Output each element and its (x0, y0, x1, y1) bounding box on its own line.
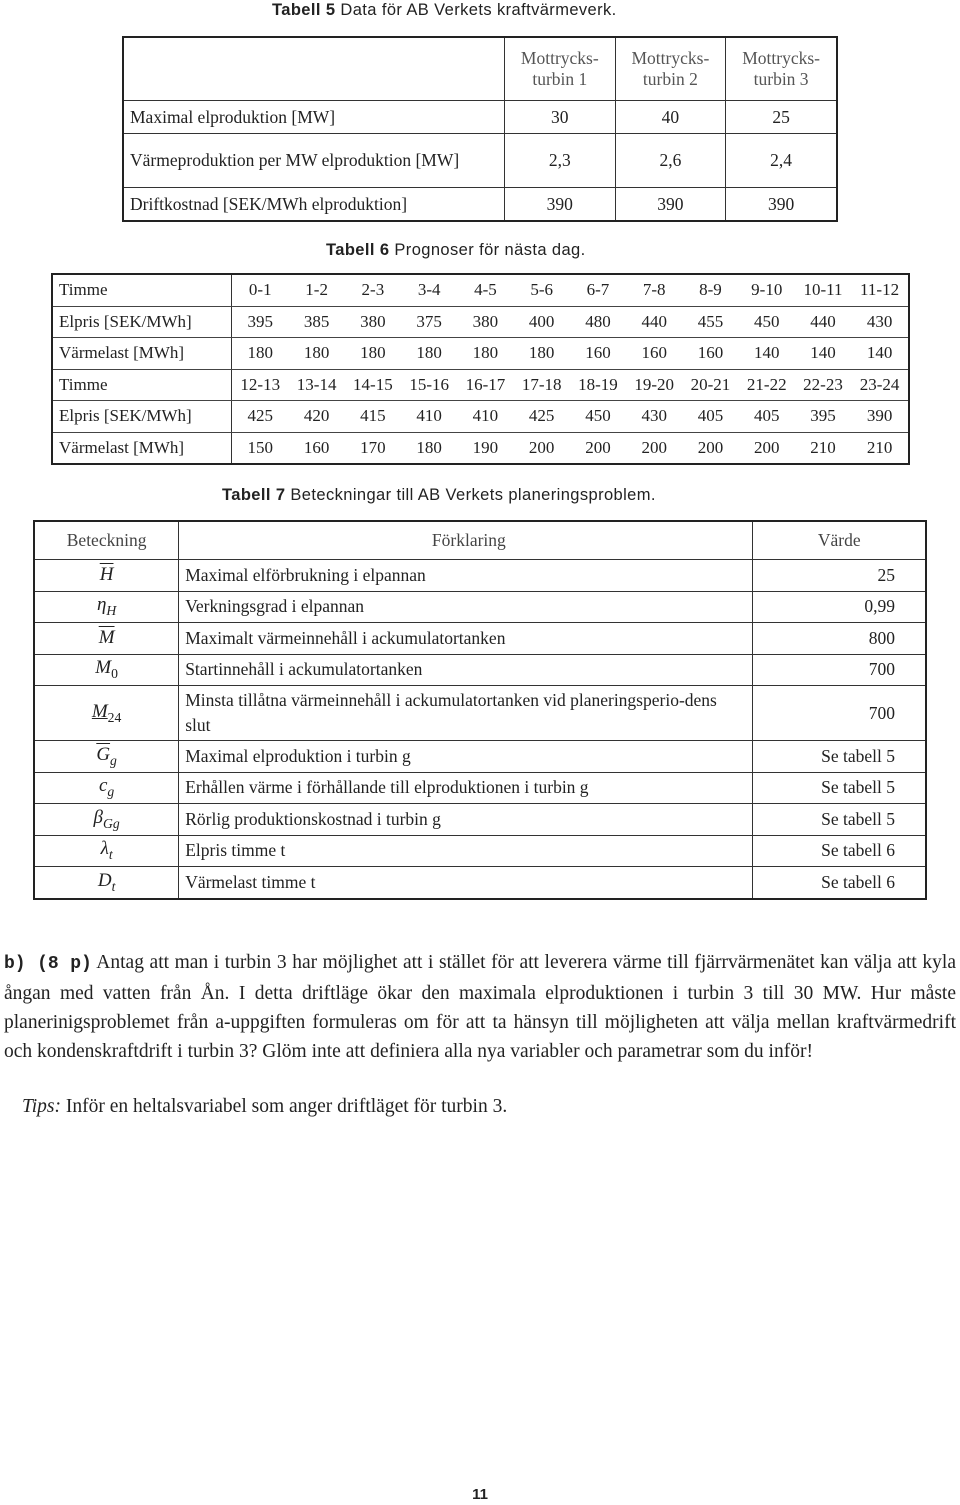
table6-cell: 160 (288, 432, 344, 464)
table6 (51, 273, 910, 465)
table7-explanation: Maximal elförbrukning i elpannan (179, 560, 753, 592)
table7-symbol (34, 867, 179, 899)
table5-header-row (123, 37, 837, 101)
table6-cell: 11-12 (851, 274, 909, 306)
table6-cell: 17-18 (514, 369, 570, 401)
table6-cell: 10-11 (795, 274, 851, 306)
tips-label: Tips: (22, 1096, 62, 1117)
table5-cell: 30 (505, 101, 616, 134)
table7-caption-label: Tabell 7 (222, 486, 286, 504)
table7-symbol (34, 835, 179, 867)
table7-explanation: Minsta tillåtna värmeinnehåll i ackumulatortanken vid planeringsperio-dens slut (179, 686, 753, 741)
question-paragraph (4, 948, 956, 1066)
table7-row (34, 772, 926, 804)
table6-row-label: Timme (52, 369, 232, 401)
table7-symbol-main: c (98, 775, 108, 797)
table6-cell: 180 (345, 338, 401, 370)
table6-row (52, 338, 909, 370)
table6-cell: 2-3 (345, 274, 401, 306)
table6-row (52, 432, 909, 464)
table6-cell: 19-20 (626, 369, 682, 401)
table6-cell: 180 (514, 338, 570, 370)
table5-cell: 25 (726, 101, 837, 134)
table6-cell: 425 (514, 401, 570, 433)
table6-cell: 200 (682, 432, 738, 464)
table6-row-label: Värmelast [MWh] (52, 432, 232, 464)
table6-row-label: Elpris [SEK/MWh] (52, 306, 232, 338)
table7 (33, 520, 927, 900)
table6-cell: 210 (851, 432, 909, 464)
table7-caption (222, 486, 656, 505)
table7-value: Se tabell 5 (753, 804, 926, 836)
table6-cell: 380 (345, 306, 401, 338)
table6-row (52, 306, 909, 338)
table6-cell: 22-23 (795, 369, 851, 401)
table6-cell: 410 (457, 401, 513, 433)
table6-cell: 21-22 (739, 369, 795, 401)
table6-cell: 140 (851, 338, 909, 370)
table6-cell: 6-7 (570, 274, 626, 306)
table7-symbol (34, 804, 179, 836)
table7-value: Se tabell 5 (753, 741, 926, 773)
table7-symbol (34, 741, 179, 773)
table6-cell: 200 (739, 432, 795, 464)
table5-header-turbin1: Mottrycks- turbin 1 (505, 37, 616, 101)
table6-cell: 450 (570, 401, 626, 433)
table7-header-row (34, 521, 926, 560)
table6-cell: 13-14 (288, 369, 344, 401)
table7-explanation: Rörlig produktionskostnad i turbin g (179, 804, 753, 836)
table6-caption-label: Tabell 6 (326, 241, 390, 259)
table6-cell: 200 (570, 432, 626, 464)
table6-cell: 415 (345, 401, 401, 433)
table7-row (34, 686, 926, 741)
table6-cell: 450 (739, 306, 795, 338)
table6-row (52, 401, 909, 433)
table6-cell: 5-6 (514, 274, 570, 306)
table7-row (34, 654, 926, 686)
table7-symbol-main: β (93, 806, 103, 828)
table6-cell: 150 (232, 432, 289, 464)
table5-caption (272, 1, 617, 20)
table6-cell: 160 (626, 338, 682, 370)
table7-symbol-sub: 24 (107, 709, 122, 725)
table7-symbol-sub: t (111, 878, 116, 894)
table7-explanation: Erhållen värme i förhållande till elproduktionen i turbin g (179, 772, 753, 804)
table6-cell: 395 (232, 306, 289, 338)
table7-value: 700 (753, 654, 926, 686)
table7-symbol-main: $\overline{G}$ (96, 743, 111, 765)
table6-cell: 200 (514, 432, 570, 464)
table5-cell: 40 (615, 101, 726, 134)
table6-cell: 405 (682, 401, 738, 433)
table7-symbol (34, 654, 179, 686)
table6-cell: 3-4 (401, 274, 457, 306)
table6-cell: 190 (457, 432, 513, 464)
table5-cell: 390 (726, 188, 837, 222)
table6-cell: 405 (739, 401, 795, 433)
table7-symbol-main: λ (100, 838, 109, 860)
table5-caption-text: Data för AB Verkets kraftvärmeverk. (335, 1, 617, 19)
table5-header-turbin3: Mottrycks- turbin 3 (726, 37, 837, 101)
table7-explanation: Maximalt värmeinnehåll i ackumulatortanken (179, 623, 753, 655)
table7-symbol-main: $\overline{H}$ (99, 564, 114, 586)
table7-row (34, 867, 926, 899)
table6-row (52, 369, 909, 401)
table6-cell: 380 (457, 306, 513, 338)
table6-cell: 8-9 (682, 274, 738, 306)
table6-cell: 9-10 (739, 274, 795, 306)
table7-symbol-sub: 0 (111, 666, 118, 682)
table6-cell: 7-8 (626, 274, 682, 306)
table7-explanation: Startinnehåll i ackumulatortanken (179, 654, 753, 686)
table7-explanation: Maximal elproduktion i turbin g (179, 741, 753, 773)
table7-header-value: Värde (753, 521, 926, 560)
table6-cell: 140 (739, 338, 795, 370)
table6-row (52, 274, 909, 306)
table7-row (34, 623, 926, 655)
table7-symbol-sub: g (107, 784, 115, 800)
table6-cell: 430 (851, 306, 909, 338)
table7-symbol (34, 591, 179, 623)
table5-row (123, 188, 837, 222)
table5-row (123, 134, 837, 188)
question-text: Antag att man i turbin 3 har möjlighet att i stället för att leverera värme till fjärrvärmenätet kan välja att kyla ångan med vatten från Ån. I detta driftläge ökar den maximala elproduktionen i turbin 3 till 30 MW. Hur måste planerinigsproblemet från a-uppgiften formuleras om för att ta hänsyn till möjligheten att välja mellan kraftvärmedrift och kondenskraftdrift i turbin 3? Glöm inte att definiera alla nya variabler och parametrar som du inför! (4, 952, 956, 1062)
table6-cell: 23-24 (851, 369, 909, 401)
table7-row (34, 741, 926, 773)
question-label: b) (8 p) (4, 954, 92, 974)
table6-cell: 18-19 (570, 369, 626, 401)
table6-cell: 140 (795, 338, 851, 370)
table6-cell: 12-13 (232, 369, 289, 401)
table7-symbol-sub: g (110, 752, 117, 768)
table6-cell: 0-1 (232, 274, 289, 306)
table5-cell: 390 (615, 188, 726, 222)
table5-row-label: Värmeproduktion per MW elproduktion [MW] (123, 134, 505, 188)
table6-cell: 410 (401, 401, 457, 433)
table7-symbol-main: $\overline{M}$ (98, 627, 115, 649)
table6-cell: 4-5 (457, 274, 513, 306)
table7-caption-text: Beteckningar till AB Verkets planeringsproblem. (285, 486, 656, 504)
table5-cell: 2,3 (505, 134, 616, 188)
table7-value: Se tabell 6 (753, 835, 926, 867)
table6-cell: 180 (401, 432, 457, 464)
table7-symbol (34, 623, 179, 655)
table6-cell: 440 (795, 306, 851, 338)
table7-explanation: Värmelast timme t (179, 867, 753, 899)
table7-row (34, 835, 926, 867)
table6-cell: 210 (795, 432, 851, 464)
table5-cell: 2,4 (726, 134, 837, 188)
table7-row (34, 591, 926, 623)
table6-cell: 375 (401, 306, 457, 338)
table7-symbol (34, 560, 179, 592)
table6-row-label: Elpris [SEK/MWh] (52, 401, 232, 433)
table6-cell: 180 (457, 338, 513, 370)
table7-value: Se tabell 6 (753, 867, 926, 899)
table6-cell: 200 (626, 432, 682, 464)
table6-cell: 440 (626, 306, 682, 338)
table6-cell: 1-2 (288, 274, 344, 306)
table6-cell: 160 (682, 338, 738, 370)
tips-text: Inför en heltalsvariabel som anger driftläget för turbin 3. (61, 1096, 508, 1117)
table7-header-symbol: Beteckning (34, 521, 179, 560)
table6-cell: 15-16 (401, 369, 457, 401)
tips-line (22, 1096, 507, 1118)
page-number: 11 (472, 1486, 488, 1503)
table7-value: 800 (753, 623, 926, 655)
table7-row (34, 804, 926, 836)
table6-cell: 480 (570, 306, 626, 338)
table7-symbol-main: M (95, 657, 112, 679)
table6-cell: 180 (401, 338, 457, 370)
table6-cell: 160 (570, 338, 626, 370)
table6-cell: 455 (682, 306, 738, 338)
table5-caption-label: Tabell 5 (272, 1, 336, 19)
table6-cell: 430 (626, 401, 682, 433)
table5-row (123, 101, 837, 134)
table5-header-turbin2: Mottrycks- turbin 2 (615, 37, 726, 101)
table5-row-label: Maximal elproduktion [MW] (123, 101, 505, 134)
table7-value: 0,99 (753, 591, 926, 623)
table6-cell: 395 (795, 401, 851, 433)
table7-symbol-sub: H (106, 603, 117, 619)
table5-row-label: Driftkostnad [SEK/MWh elproduktion] (123, 188, 505, 222)
table7-value: Se tabell 5 (753, 772, 926, 804)
table7-symbol-main: D (97, 869, 112, 891)
table6-cell: 385 (288, 306, 344, 338)
table6-row-label: Värmelast [MWh] (52, 338, 232, 370)
table6-cell: 390 (851, 401, 909, 433)
table5-corner (123, 37, 505, 101)
table6-caption (326, 241, 586, 260)
table6-cell: 420 (288, 401, 344, 433)
table7-value: 25 (753, 560, 926, 592)
table7-symbol-main: M (91, 700, 108, 722)
table6-cell: 425 (232, 401, 289, 433)
table7-explanation: Elpris timme t (179, 835, 753, 867)
table7-value: 700 (753, 686, 926, 741)
table6-cell: 180 (232, 338, 289, 370)
table6-row-label: Timme (52, 274, 232, 306)
table7-symbol-sub: Gg (102, 815, 120, 831)
table6-cell: 14-15 (345, 369, 401, 401)
table7-symbol (34, 772, 179, 804)
table7-symbol-sub: t (108, 847, 113, 863)
table6-cell: 16-17 (457, 369, 513, 401)
table6-cell: 20-21 (682, 369, 738, 401)
table7-explanation: Verkningsgrad i elpannan (179, 591, 753, 623)
table6-cell: 180 (288, 338, 344, 370)
table6-caption-text: Prognoser för nästa dag. (389, 241, 586, 259)
table7-symbol (34, 686, 179, 741)
table5 (122, 36, 838, 222)
table7-symbol-main: η (96, 594, 107, 616)
table6-cell: 170 (345, 432, 401, 464)
table7-header-explanation: Förklaring (179, 521, 753, 560)
table6-cell: 400 (514, 306, 570, 338)
table5-cell: 2,6 (615, 134, 726, 188)
table7-row (34, 560, 926, 592)
table5-cell: 390 (505, 188, 616, 222)
